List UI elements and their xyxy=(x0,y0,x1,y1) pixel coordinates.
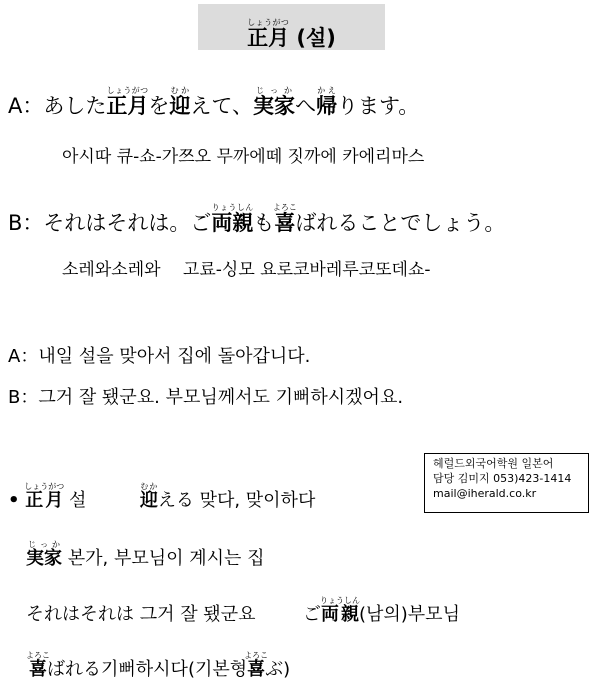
bullet: • xyxy=(8,490,20,511)
dialog-a-korean: A：내일 설을 맞아서 집에 돌아갑니다. xyxy=(8,346,311,367)
dialog-a-reading: 아시따 큐-쇼-가쯔오 무까에떼 짓까에 카에리마스 xyxy=(62,147,425,167)
dialog-b-reading: 소레와소레와 고료-싱모 요로코바레루코또데쇼- xyxy=(62,260,431,280)
vocab-line-4: 喜よろこばれる기뻐하시다(기본형喜よろこぶ) xyxy=(26,651,291,680)
vocab-line-2: 実家じっか 본가, 부모님이 계시는 집 xyxy=(26,540,265,569)
title-box xyxy=(198,4,385,50)
dialog-b-japanese: B：それはそれは。ご両親りょうしんも喜よろこばれることでしょう。 xyxy=(8,203,506,235)
vocab-line-1: • 正月しょうがつ 설 迎むかえる 맞다, 맞이하다 xyxy=(8,482,316,511)
info-academy: 헤럴드외국어학원 일본어 xyxy=(433,457,554,470)
info-email: mail@iherald.co.kr xyxy=(433,487,537,500)
page-title: 正月しょうがつ (설) xyxy=(247,18,336,50)
vocab-line-3: それはそれは 그거 잘 됐군요 ご両親りょうしん(남의)부모님 xyxy=(26,596,460,625)
info-contact: 담당 김미지 053)423-1414 xyxy=(433,472,572,485)
dialog-a-japanese: A：あした正月しょうがつを迎むかえて、実家じっかへ帰かえります。 xyxy=(8,86,420,118)
info-box xyxy=(424,453,589,513)
dialog-b-korean: B：그거 잘 됐군요. 부모님께서도 기뻐하시겠어요. xyxy=(8,387,404,408)
